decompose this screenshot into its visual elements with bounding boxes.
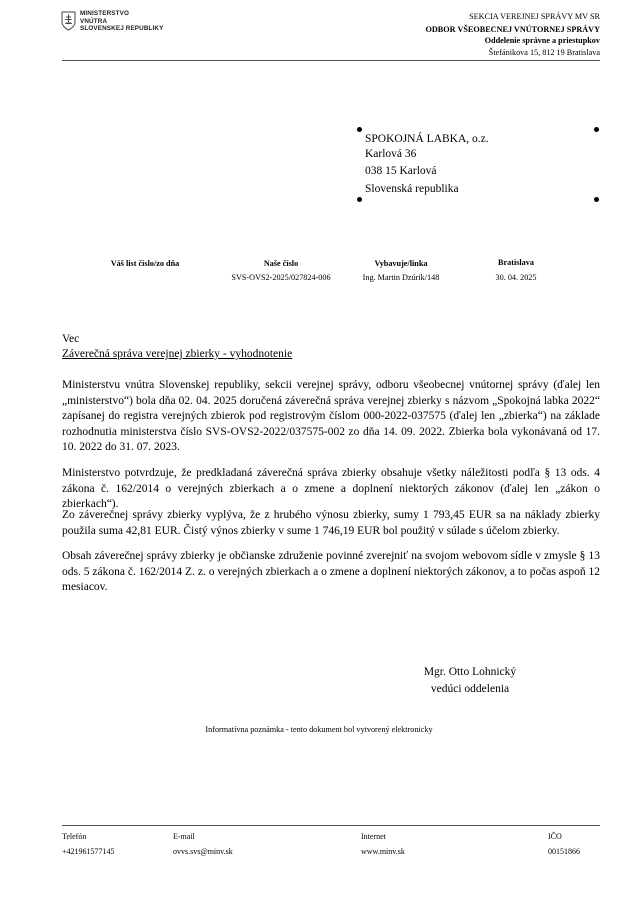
logo-text-line2: VNÚTRA xyxy=(80,17,108,25)
header-department: ODBOR VŠEOBECNEJ VNÚTORNEJ SPRÁVY xyxy=(425,25,600,34)
header-section: SEKCIA VEREJNEJ SPRÁVY MV SR xyxy=(469,12,600,21)
header-unit: Oddelenie správne a priestupkov xyxy=(484,36,600,45)
footer-email-label: E-mail xyxy=(173,832,195,841)
signature-role: vedúci oddelenia xyxy=(430,683,510,695)
header-address: Štefánikova 15, 812 19 Bratislava xyxy=(488,48,600,57)
footer-web[interactable]: www.minv.sk xyxy=(361,847,405,856)
subject-title: Záverečná správa verejnej zbierky - vyhodnotenie xyxy=(62,348,293,360)
recipient-street: Karlová 36 xyxy=(365,148,417,160)
recipient-country: Slovenská republika xyxy=(365,183,459,195)
subject-label: Vec xyxy=(62,333,80,345)
your-ref-label: Váš list číslo/zo dňa xyxy=(110,259,180,268)
recipient-city: 038 15 Karlová xyxy=(365,165,437,177)
header-divider xyxy=(62,60,600,61)
coat-of-arms-icon xyxy=(61,11,76,31)
address-corner-mark xyxy=(357,197,362,202)
electronic-document-note: Informatívna poznámka - tento dokument bol vytvorený elektronicky xyxy=(205,725,433,734)
handler-value: Ing. Martin Dzúrik/148 xyxy=(362,273,440,282)
logo-text-line1: MINISTERSTVO xyxy=(80,10,130,17)
place-label: Bratislava xyxy=(498,258,534,267)
logo-text-line3: SLOVENSKEJ REPUBLIKY xyxy=(80,25,164,32)
signature-name: Mgr. Otto Lohnický xyxy=(423,666,517,678)
footer-email[interactable]: ovvs.svs@minv.sk xyxy=(173,847,233,856)
body-paragraph: Ministerstvo potvrdzuje, že predkladaná záverečná správa zbierky obsahuje všetky náležitosti podľa § 13 ods. 4 zákona č. 162/2014 o verejných zbierkach a o zmene a doplnení niektorých zákonov (ďalej len „zákon o zbierkach“). xyxy=(62,467,600,510)
address-corner-mark xyxy=(594,197,599,202)
footer-phone: +421961577145 xyxy=(62,847,115,856)
address-corner-mark xyxy=(594,127,599,132)
footer-divider xyxy=(62,825,600,826)
footer-phone-label: Telefón xyxy=(62,832,87,841)
footer-ico-label: IČO xyxy=(548,832,562,841)
handler-label: Vybavuje/linka xyxy=(374,259,428,268)
ministry-logo xyxy=(61,10,171,38)
body-paragraph: Zo záverečnej správy zbierky vyplýva, že z hrubého výnosu zbierky, sumy 1 793,45 EUR sa na náklady zbierky použila suma 42,81 EUR. Čistý výnos zbierky v sume 1 746,19 EUR bol použitý v súlade s účelom zbierky. xyxy=(62,509,600,537)
body-paragraph: Ministerstvu vnútra Slovenskej republiky, sekcii verejnej správy, odboru všeobecnej vnútornej správy (ďalej len „ministerstvo“) bola dňa 02. 04. 2025 doručená záverečná správa verejnej zbierky s názvom „Spokojná labka 2022“ zapísanej do registra verejných zbierok pod registrovým číslom 000-2022-037575 (ďalej len „zbierka“) na základe rozhodnutia ministerstva číslo SVS-OVS2-2022/037575-002 zo dňa 14. 09. 2022. Zbierka bola vykonávaná od 17. 10. 2022 do 31. 07. 2023. xyxy=(62,379,600,453)
footer-ico: 00151866 xyxy=(548,847,580,856)
date-value: 30. 04. 2025 xyxy=(495,273,537,282)
recipient-name: SPOKOJNÁ LABKA, o.z. xyxy=(365,133,489,145)
body-paragraph: Obsah záverečnej správy zbierky je občianske združenie povinné zverejniť na svojom webovom sídle v zmysle § 13 ods. 5 zákona č. 162/2014 Z. z. o verejných zbierkach a o zmene a doplnení niektorých zákonov, a to počas aspoň 12 mesiacov. xyxy=(62,550,600,593)
address-corner-mark xyxy=(357,127,362,132)
our-ref-value: SVS-OVS2-2025/027824-006 xyxy=(231,273,331,282)
footer-web-label: Internet xyxy=(361,832,386,841)
our-ref-label: Naše číslo xyxy=(263,259,299,268)
